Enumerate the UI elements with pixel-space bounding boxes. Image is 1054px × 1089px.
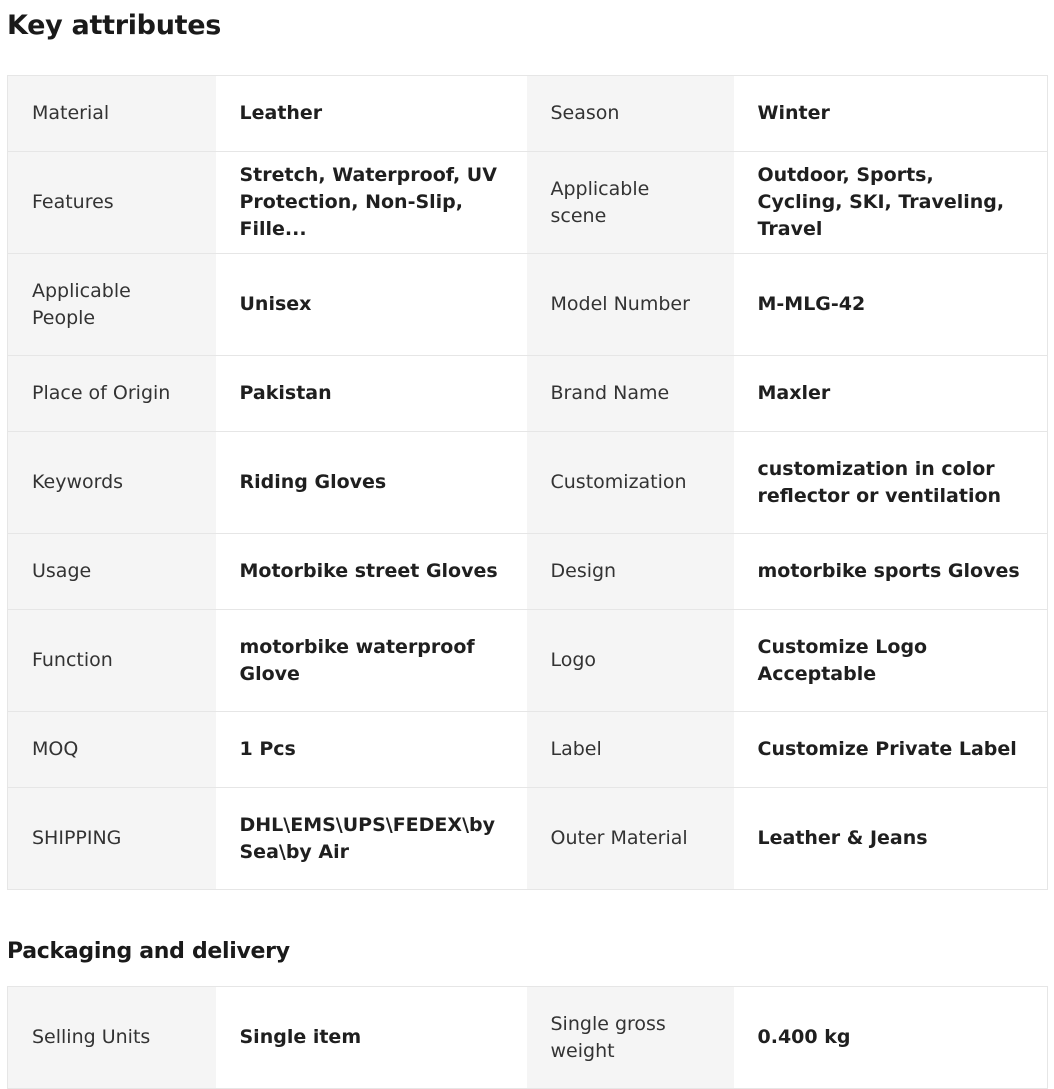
attribute-label: Season xyxy=(527,76,734,152)
attribute-value: Customize Logo Acceptable xyxy=(734,610,1048,712)
attribute-label: Brand Name xyxy=(527,356,734,432)
attribute-label: Applicable scene xyxy=(527,152,734,254)
attribute-label: Features xyxy=(8,152,216,254)
attribute-label: Keywords xyxy=(8,432,216,534)
attribute-label: Logo xyxy=(527,610,734,712)
table-row xyxy=(8,356,1048,432)
attribute-value: Riding Gloves xyxy=(216,432,527,534)
attribute-value: motorbike sports Gloves xyxy=(734,534,1048,610)
attribute-label: Label xyxy=(527,712,734,788)
attribute-label: Customization xyxy=(527,432,734,534)
attribute-value: 1 Pcs xyxy=(216,712,527,788)
attribute-label: Selling Units xyxy=(8,987,216,1089)
packaging-table xyxy=(7,986,1048,1089)
attribute-value: Leather xyxy=(216,76,527,152)
product-attributes-page xyxy=(7,0,1047,1089)
attribute-value: Single item xyxy=(216,987,527,1089)
attribute-label: SHIPPING xyxy=(8,788,216,890)
attribute-label: Function xyxy=(8,610,216,712)
table-row xyxy=(8,712,1048,788)
attribute-label: Usage xyxy=(8,534,216,610)
attribute-label: Single gross weight xyxy=(527,987,734,1089)
attribute-value: customization in color reflector or ventilation xyxy=(734,432,1048,534)
packaging-delivery-title: Packaging and delivery xyxy=(7,939,290,964)
table-row xyxy=(8,610,1048,712)
attribute-label: Model Number xyxy=(527,254,734,356)
table-row xyxy=(8,987,1048,1089)
attribute-value: Maxler xyxy=(734,356,1048,432)
attribute-value: M-MLG-42 xyxy=(734,254,1048,356)
attribute-label: Design xyxy=(527,534,734,610)
attribute-value: Pakistan xyxy=(216,356,527,432)
table-row xyxy=(8,76,1048,152)
table-row xyxy=(8,534,1048,610)
attribute-value: Leather & Jeans xyxy=(734,788,1048,890)
key-attributes-title: Key attributes xyxy=(7,10,222,41)
key-attributes-table xyxy=(7,75,1048,890)
attribute-label: MOQ xyxy=(8,712,216,788)
attribute-value: motorbike waterproof Glove xyxy=(216,610,527,712)
attribute-value: Unisex xyxy=(216,254,527,356)
table-row xyxy=(8,788,1048,890)
attribute-value: Motorbike street Gloves xyxy=(216,534,527,610)
attribute-value: 0.400 kg xyxy=(734,987,1048,1089)
table-row xyxy=(8,254,1048,356)
attribute-label: Material xyxy=(8,76,216,152)
attribute-value: Outdoor, Sports, Cycling, SKI, Traveling, Travel xyxy=(734,152,1048,254)
table-row xyxy=(8,432,1048,534)
attribute-label: Outer Material xyxy=(527,788,734,890)
attribute-value: Stretch, Waterproof, UV Protection, Non-Slip, Fille... xyxy=(216,152,527,254)
attribute-value: DHL\EMS\UPS\FEDEX\by Sea\by Air xyxy=(216,788,527,890)
attribute-label: Place of Origin xyxy=(8,356,216,432)
attribute-value: Customize Private Label xyxy=(734,712,1048,788)
table-row xyxy=(8,152,1048,254)
attribute-label: Applicable People xyxy=(8,254,216,356)
attribute-value: Winter xyxy=(734,76,1048,152)
